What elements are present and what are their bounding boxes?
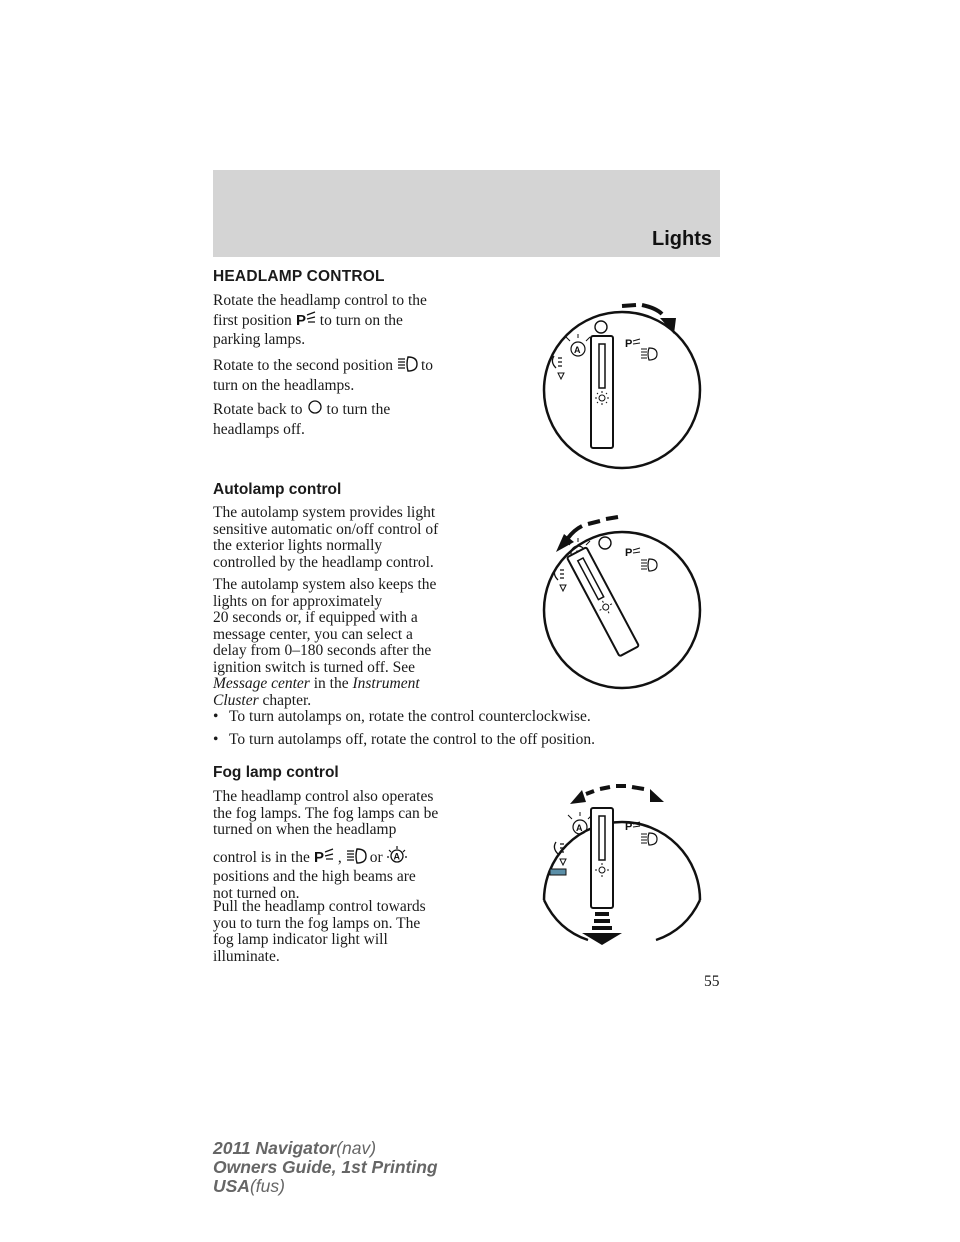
footer-line: Owners Guide, 1st Printing (213, 1157, 438, 1177)
autolamp-paragraph-2 (213, 577, 436, 709)
text-line: illuminate. (213, 947, 280, 965)
rotation-arrow (606, 517, 618, 519)
footer-region: USA (213, 1176, 250, 1196)
text-fragment: , (337, 848, 342, 866)
text-line: The headlamp control also operates (213, 788, 434, 805)
headlamp-marker-bulb (648, 559, 657, 571)
footer-model: 2011 Navigator (213, 1138, 337, 1158)
pull-arrow-segment (594, 919, 610, 923)
text-line: headlamps off. (213, 420, 305, 438)
bullet-dot: • (213, 708, 219, 725)
headlamp-paragraph-3 (213, 399, 390, 438)
rotation-arrow-head-left (570, 790, 586, 804)
text-line: sensitive automatic on/off control of (213, 520, 439, 538)
text-fragment: first position (213, 311, 292, 329)
svg-text:P: P (295, 311, 306, 328)
parking-lamp-label: P (625, 338, 633, 350)
dial-ring-lower (544, 900, 700, 940)
text-line: ignition switch is turned off. See (213, 658, 416, 676)
text-fragment: to turn on the (319, 311, 403, 329)
text-line: controlled by the headlamp control. (213, 553, 434, 571)
headlamp-control-diagram (528, 292, 718, 477)
text-line: the exterior lights normally (213, 537, 383, 554)
text-line (213, 399, 390, 422)
autolamp-title: Autolamp control (213, 481, 342, 498)
text-fragment: or (369, 848, 383, 866)
knob-indicator-slot (599, 344, 605, 388)
section-header-band (213, 170, 720, 257)
parking-lamp-label: P (625, 821, 633, 833)
rotation-arrow (622, 305, 636, 306)
text-line: The autolamp system also keeps the (213, 576, 437, 593)
text-line: turned on when the headlamp (213, 821, 397, 838)
text-line: you to turn the fog lamps on. The (213, 914, 421, 932)
pull-arrow-segment (592, 926, 612, 930)
text-line: lights on for approximately (213, 592, 383, 610)
foglamp-title: Fog lamp control (213, 764, 339, 781)
list-item-text: To turn autolamps off, rotate the control to the off position. (229, 731, 595, 748)
dial-ring (544, 312, 700, 468)
fog-lamp-pull-marker (560, 859, 566, 865)
text-line: delay from 0–180 seconds after the (213, 642, 432, 659)
off-marker-icon (595, 321, 607, 333)
knob-indicator-slot (599, 816, 605, 860)
text-fragment: to (420, 357, 434, 374)
dial-ring (544, 822, 700, 900)
text-line: not turned on. (213, 884, 300, 902)
text-line (213, 310, 427, 333)
text-line: fog lamp indicator light will (213, 931, 388, 948)
document-footer (213, 1139, 438, 1196)
autolamp-paragraph-1 (213, 505, 438, 571)
text-line: the fog lamps. The fog lamps can be (213, 804, 439, 822)
cross-reference: Message center (213, 675, 310, 692)
text-line: parking lamps. (213, 331, 306, 348)
foglamp-control-diagram (528, 780, 718, 950)
headlamp-marker-bulb (648, 833, 657, 845)
text-line: Rotate the headlamp control to the (213, 292, 427, 309)
auto-lamp-rays (566, 334, 590, 341)
text-fragment: to turn the (326, 401, 391, 418)
text-line (213, 845, 438, 870)
off-marker-icon (599, 537, 611, 549)
text-line: 20 seconds or, if equipped with a (213, 609, 418, 626)
headlamp-marker-icon (641, 560, 647, 569)
auto-lamp-rays (568, 812, 592, 819)
headlamp-marker-icon (641, 349, 647, 358)
parking-lamp-icon (295, 310, 317, 333)
text-line (213, 355, 433, 378)
list-item (213, 732, 595, 749)
text-fragment: control is in the (213, 848, 310, 866)
foglamp-paragraph-1 (213, 789, 438, 902)
text-line: turn on the headlamps. (213, 376, 355, 394)
rotation-arrow (632, 787, 644, 789)
auto-lamp-label: A (576, 823, 583, 833)
headlamp-paragraph-1 (213, 293, 427, 349)
text-fragment: Rotate back to (213, 401, 303, 418)
headlamp-paragraph-2 (213, 355, 433, 394)
footer-model-code: (nav) (336, 1138, 377, 1158)
text-line: positions and the high beams are (213, 868, 416, 885)
parking-lamp-rays (633, 548, 640, 553)
list-item (213, 709, 591, 726)
footer-line (213, 1139, 438, 1158)
autolamp-icon (386, 845, 408, 870)
rotation-arrow (588, 521, 600, 524)
off-position-icon (306, 399, 324, 422)
svg-text:P: P (313, 848, 324, 865)
rotation-arrow-head-right (650, 789, 664, 802)
cross-reference: Instrument (352, 675, 420, 692)
rotary-knob-rotated (567, 547, 639, 656)
fog-lamp-icon (552, 356, 562, 368)
page-number: 55 (704, 973, 720, 990)
rotation-arrow (568, 526, 582, 538)
text-fragment: Rotate to the second position (213, 357, 393, 374)
parking-lamp-rays (633, 339, 640, 344)
pull-arrow-segment (595, 912, 609, 916)
text-line: message center, you can select a (213, 625, 413, 643)
parking-lamp-icon (313, 847, 335, 870)
text-line (213, 693, 436, 710)
rotation-arrow (642, 305, 662, 314)
headlamp-icon (396, 355, 418, 378)
headlamp-marker-icon (641, 834, 647, 843)
text-fragment: in the (313, 675, 349, 692)
rotation-arrow (600, 787, 610, 789)
parking-lamp-label: P (625, 547, 633, 559)
headlamp-marker-bulb (648, 348, 657, 360)
fog-lamp-pull-marker (560, 585, 566, 591)
dial-ring (544, 532, 700, 688)
foglamp-paragraph-2 (213, 899, 426, 965)
fog-lamp-indicator (550, 869, 566, 875)
text-line (213, 676, 436, 693)
headlamp-title: HEADLAMP CONTROL (213, 268, 385, 285)
section-title: Lights (652, 228, 712, 250)
list-item-text: To turn autolamps on, rotate the control counterclockwise. (229, 708, 591, 725)
text-fragment: chapter. (262, 691, 312, 709)
text-line: The autolamp system provides light (213, 504, 436, 521)
footer-line (213, 1177, 438, 1196)
footer-region-code: (fus) (249, 1176, 285, 1196)
text-line: Pull the headlamp control towards (213, 898, 426, 915)
auto-lamp-label: A (574, 345, 581, 355)
bullet-dot: • (213, 731, 219, 748)
rotation-arrow (586, 791, 594, 794)
svg-text:A: A (393, 851, 400, 861)
headlamp-icon (345, 847, 367, 870)
fog-lamp-pull-marker (558, 373, 564, 379)
cross-reference: Cluster (213, 691, 259, 709)
autolamp-control-diagram (528, 510, 718, 700)
